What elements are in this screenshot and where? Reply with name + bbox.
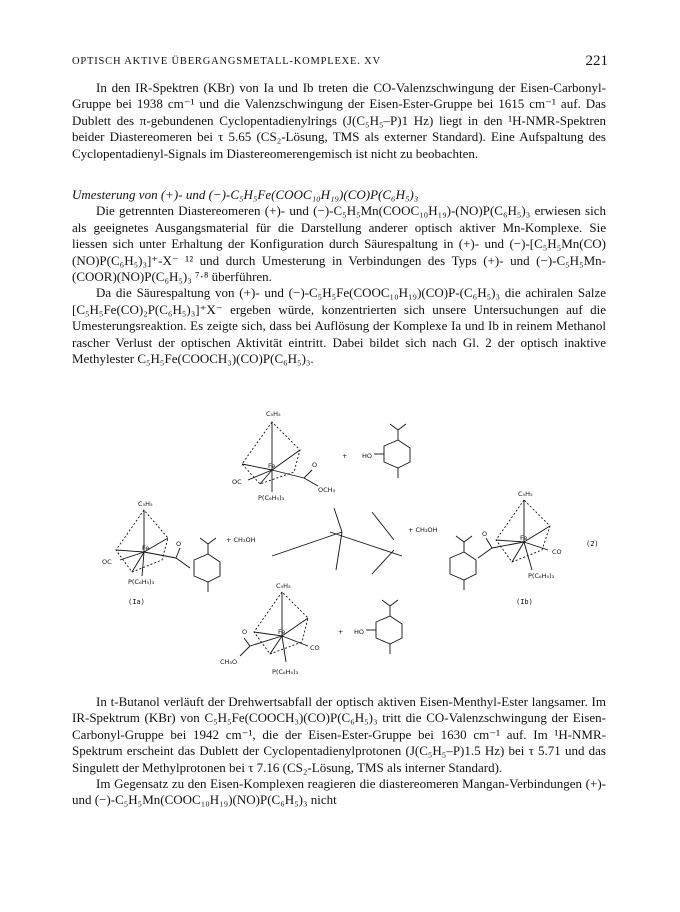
- top-methyl-ester-complex: [242, 422, 318, 492]
- paragraph-ir-nmr: [72, 80, 606, 162]
- running-title: OPTISCH AKTIVE ÜBERGANGSMETALL-KOMPLEXE. XV: [72, 56, 381, 67]
- paragraph-butanol: [72, 694, 606, 809]
- top-plus-label: +: [342, 452, 348, 460]
- ia-pph3-label: P(C₆H₅)₃: [128, 578, 155, 586]
- ia-oc-label: OC: [102, 558, 112, 566]
- page-header: [72, 53, 608, 74]
- bottom-pph3-label: P(C₆H₅)₃: [272, 668, 299, 676]
- ib-o-label: O: [482, 530, 488, 538]
- bottom-fe-label: Fe: [278, 628, 286, 636]
- top-o-label: O: [312, 461, 318, 469]
- ia-o-label: O: [176, 540, 182, 548]
- bottom-menthol: [366, 600, 402, 654]
- ia-fe-label: Fe: [142, 544, 150, 552]
- label-ib: (Ib): [516, 598, 533, 606]
- top-cp-label: C₅H₅: [266, 410, 281, 418]
- top-oc-label: OC: [232, 478, 242, 486]
- bottom-co-label: CO: [310, 644, 320, 652]
- top-och3-label: OCH₃: [318, 486, 336, 494]
- equation-number: (2): [586, 540, 599, 548]
- page-number: 221: [585, 53, 608, 69]
- top-ho-label: HO: [362, 452, 373, 460]
- top-fe-label: Fe: [268, 462, 276, 470]
- paragraph-5: Im Gegensatz zu den Eisen-Komplexen reagieren die diastereomeren Mangan-Verbindungen (+)- und (−)-C₅H₅Mn(COOC₁₀H₁₉)(NO)P(C₆H₅)₃ nicht: [72, 776, 606, 808]
- ib-fe-label: Fe: [520, 534, 528, 542]
- bottom-ch3o-label: CH₃O: [220, 658, 238, 666]
- reaction-arrows: [272, 508, 402, 574]
- ia-cp-label: C₅H₅: [138, 500, 153, 508]
- bottom-plus-label: +: [338, 628, 344, 636]
- ib-ch3oh-label: + CH₃OH: [408, 526, 438, 534]
- top-pph3-label: P(C₆H₅)₃: [258, 494, 285, 502]
- paragraph-1: In den IR-Spektren (KBr) von Ia und Ib treten die CO-Valenzschwingung der Eisen-Carbonyl-Gruppe bei 1938 cm⁻¹ und die Valenzschwingung der Eisen-Ester-Gruppe bei 1615 cm⁻¹ auf. Das Dublett des π-gebundenen Cyclopentadienylrings (J(C₅H₅–P)1 Hz) liegt in den ¹H-NMR-Spektren beider Diastereomeren bei τ 5.65 (CS₂-Lösung, TMS als externer Standard). Eine Aufspaltung des Cyclopentadienyl-Signals im Diastereomerengemisch ist nicht zu beobachten.: [72, 80, 606, 161]
- bottom-cp-label: C₅H₅: [276, 582, 291, 590]
- top-menthol: [374, 424, 410, 478]
- label-ia: (Ia): [128, 598, 145, 606]
- bottom-methyl-ester-complex: [240, 592, 308, 662]
- paragraph-3: Da die Säurespaltung von (+)- und (−)-C₅H₅Fe(COOC₁₀H₁₉)(CO)P-(C₆H₅)₃ die achiralen Salze [C₅H₅Fe(CO)₂P(C₆H₅)₃]⁺X⁻ ergeben würde, konzentrierten sich unsere Untersuchungen auf die Umesterungsreaktion. Es zeigte sich, dass bei Auflösung der Komplexe Ia und Ib in reinem Methanol rascher Verlust der optischen Aktivität eintritt. Dabei bildet sich nach Gl. 2 der optisch inaktive Methylester C₅H₅Fe(COOCH₃)(CO)P(C₆H₅)₃.: [72, 285, 606, 367]
- section-transesterification: [72, 187, 606, 367]
- section-heading: Umesterung von (+)- und (−)-C₅H₅Fe(COOC₁₀H₁₉)(CO)P(C₆H₅)₃: [72, 187, 419, 202]
- bottom-o-label: O: [242, 628, 248, 636]
- reaction-scheme-2: [72, 400, 606, 688]
- ib-co-label: CO: [552, 548, 562, 556]
- paragraph-2: Die getrennten Diastereomeren (+)- und (−)-C₅H₅Mn(COOC₁₀H₁₉)-(NO)P(C₆H₅)₃ erwiesen sich als geeignetes Ausgangsmaterial für die Darstellung anderer optisch aktiver Mn-Komplexe. Sie liessen sich unter Erhaltung der Konfiguration durch Säurespaltung in (+)- und (−)-[C₅H₅Mn(CO)(NO)P(C₆H₅)₃]⁺-X⁻ ¹² und durch Umesterung in Verbindungen des Typs (+)- und (−)-C₅H₅Mn-(COOR)(NO)P(C₆H₅)₃ ⁷·⁸ überführen.: [72, 203, 606, 285]
- reaction-scheme-drawing: [72, 400, 606, 688]
- paragraph-4: In t-Butanol verläuft der Drehwertsabfall der optisch aktiven Eisen-Menthyl-Ester langsamer. Im IR-Spektrum (KBr) von C₅H₅Fe(COOCH₃)(CO)P(C₆H₅)₃ tritt die CO-Valenzschwingung der Eisen-Carbonyl-Gruppe bei 1942 cm⁻¹, die der Eisen-Ester-Gruppe bei 1630 cm⁻¹ auf. Im ¹H-NMR-Spektrum erscheint das Dublett der Cyclopentadienylprotonen (J(C₅H₅–P)1.5 Hz) bei τ 5.71 und das Singulett der Methylprotonen bei τ 7.16 (CS₂-Lösung, TMS als interner Standard).: [72, 694, 606, 775]
- ia-ch3oh-label: + CH₃OH: [226, 536, 256, 544]
- bottom-ho-label: HO: [354, 628, 365, 636]
- ib-pph3-label: P(C₆H₅)₃: [528, 572, 555, 580]
- ib-cp-label: C₅H₅: [518, 490, 533, 498]
